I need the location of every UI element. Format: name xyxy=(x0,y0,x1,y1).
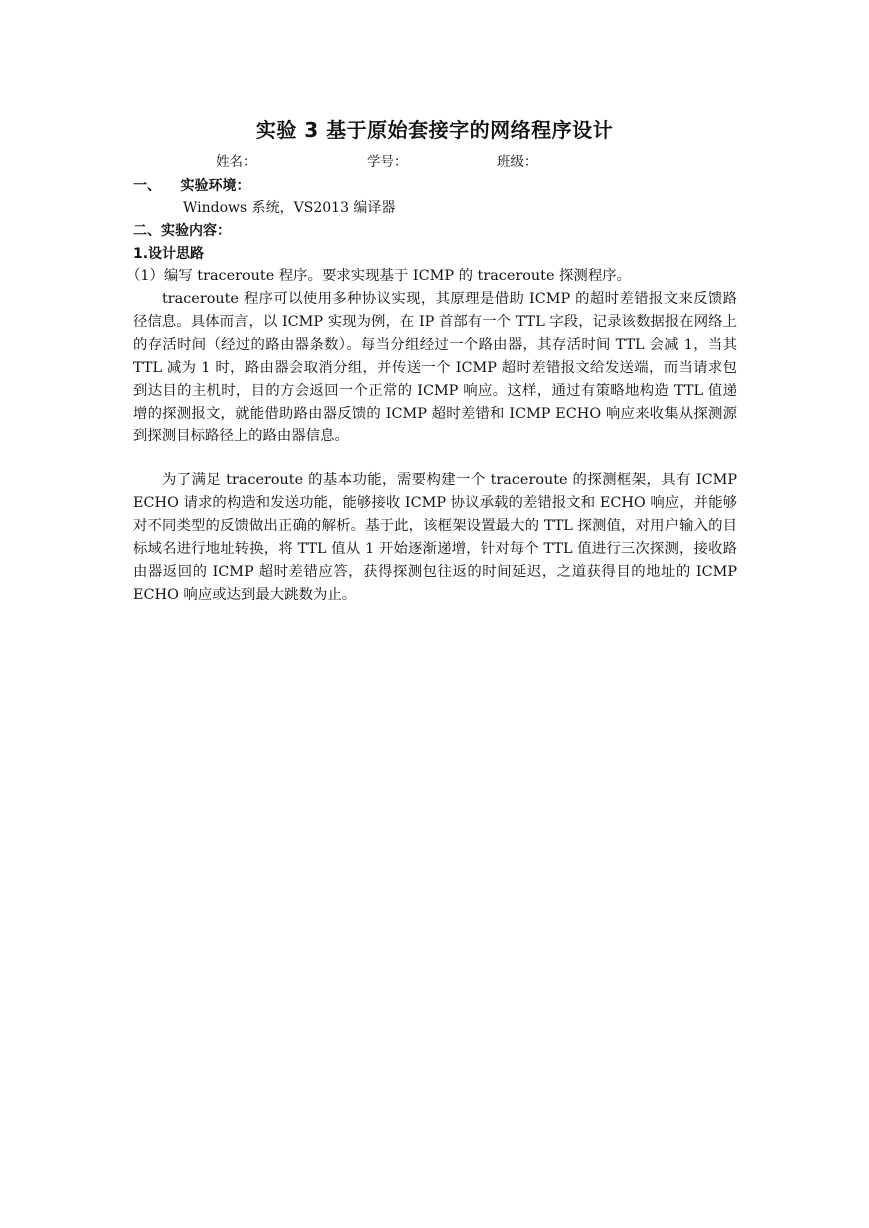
student-id-label: 学号： xyxy=(367,154,408,170)
paragraph-2: 为了满足 traceroute 的基本功能，需要构建一个 traceroute 的探测框架，具有 ICMP ECHO 请求的构造和发送功能，能够接收 ICMP 协议承载的差错报文和 ECHO 响应，并能够对不同类型的反馈做出正确的解析。基于此，该框架设置最大的 TTL 探测值，对用户输入的目标域名进行地址转换，将 TTL 值从 1 开始逐渐递增，针对每个 TTL 值进行三次探测，接收路由器返回的 ICMP 超时差错应答，获得探测包往返的时间延迟，之道获得目的地址的 ICMP ECHO 响应或达到最大跳数为止。 xyxy=(133,472,737,603)
section-heading-environment: 一、 实验环境： xyxy=(133,178,251,194)
subheading-design-idea: 1.设计思路 xyxy=(133,246,205,262)
section-heading-content: 二、实验内容： xyxy=(133,223,231,239)
name-label: 姓名： xyxy=(216,154,257,170)
item-1-text: （1）编写 traceroute 程序。要求实现基于 ICMP 的 traceroute 探测程序。 xyxy=(126,268,631,284)
class-label: 班级： xyxy=(497,154,538,170)
paragraph-1: traceroute 程序可以使用多种协议实现，其原理是借助 ICMP 的超时差错报文来反馈路径信息。具体而言，以 ICMP 实现为例，在 IP 首部有一个 TTL 字段，记录该数据报在网络上的存活时间（经过的路由器条数）。每当分组经过一个路由器，其存活时间 TTL 会减 1，当其 TTL 减为 1 时，路由器会取消分组，并传送一个 ICMP 超时差错报文给发送端，而当请求包到达目的主机时，目的方会返回一个正常的 ICMP 响应。这样，通过有策略地构造 TTL 值递增的探测报文，就能借助路由器反馈的 ICMP 超时差错和 ICMP ECHO 响应来收集从探测源到探测目标路径上的路由器信息。 xyxy=(133,291,737,445)
environment-text: Windows 系统，VS2013 编译器 xyxy=(183,200,396,216)
document-title: 实验 3 基于原始套接字的网络程序设计 xyxy=(255,118,614,142)
